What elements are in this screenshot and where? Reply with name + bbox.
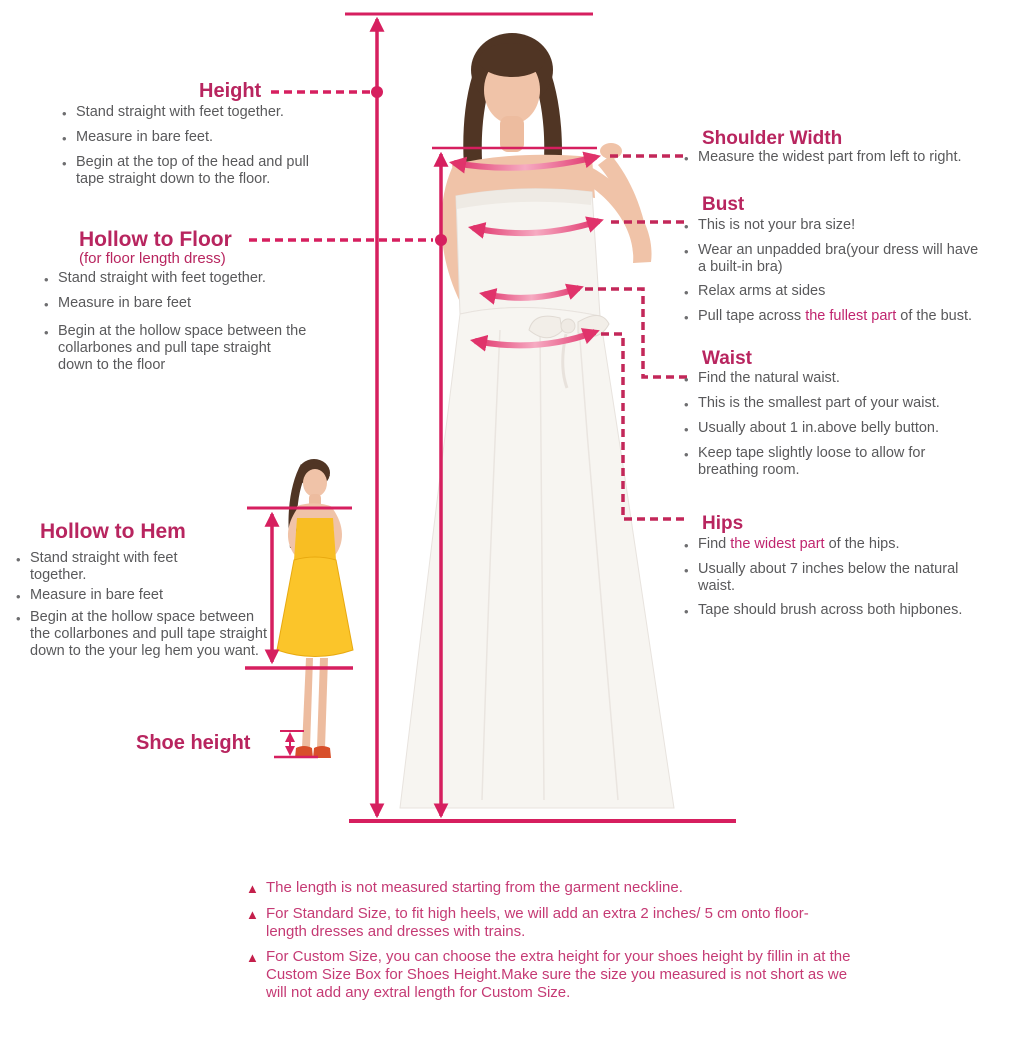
- bullet-icon: [684, 370, 698, 388]
- list-item: • Stand straight with feet together.: [16, 550, 276, 584]
- list-item: • Measure the widest part from left to right.: [684, 149, 1010, 167]
- hollow-to-hem-title: Hollow to Hem: [40, 520, 186, 543]
- list-item: • Pull tape across the fullest part of the bust.: [684, 308, 1010, 326]
- bullet-icon: [684, 420, 698, 438]
- hollow-to-hem-bullet-list: [16, 550, 276, 667]
- list-item: • Usually about 7 inches below the natural waist.: [684, 561, 1014, 595]
- bullet-icon: [684, 602, 698, 620]
- hollow-to-floor-subtitle: (for floor length dress): [79, 250, 226, 267]
- height-anchor-dot: [371, 86, 383, 98]
- hollow-anchor-dot: [435, 234, 447, 246]
- bullet-icon: [16, 550, 30, 568]
- list-item: • Stand straight with feet together.: [62, 104, 352, 122]
- triangle-marker-icon: [246, 879, 266, 898]
- list-item: • Wear an unpadded bra(your dress will have a built-in bra): [684, 242, 1010, 276]
- list-item: • Find the natural waist.: [684, 370, 1010, 388]
- height-title: Height: [199, 80, 262, 102]
- bullet-icon: [684, 395, 698, 413]
- bullet-icon: [684, 561, 698, 579]
- list-item: • This is the smallest part of your waist.: [684, 395, 1010, 413]
- waist-bullet-list: [684, 370, 1010, 486]
- list-item: • Measure in bare feet.: [62, 129, 352, 147]
- list-item: • Keep tape slightly loose to allow for breathing room.: [684, 445, 1010, 479]
- list-item: • Begin at the hollow space between the collarbones and pull tape straight down to the your leg hem you want.: [16, 609, 276, 660]
- bust-title: Bust: [702, 194, 745, 215]
- bullet-icon: [44, 295, 58, 313]
- hollow-to-floor-title: Hollow to Floor: [79, 228, 232, 251]
- list-item: • Tape should brush across both hipbones.: [684, 602, 1014, 620]
- list-item: • This is not your bra size!: [684, 217, 1010, 235]
- bullet-icon: [16, 609, 30, 627]
- bullet-icon: [684, 242, 698, 260]
- bullet-icon: [684, 283, 698, 301]
- triangle-marker-icon: [246, 905, 266, 924]
- bullet-icon: [684, 149, 698, 167]
- footnote-item: ▲ For Standard Size, to fit high heels, we will add an extra 2 inches/ 5 cm onto floor-length dresses and dresses with trains.: [246, 905, 858, 941]
- waist-title: Waist: [702, 348, 752, 369]
- hips-title: Hips: [702, 513, 744, 534]
- bullet-icon: [684, 536, 698, 554]
- list-item: • Measure in bare feet: [16, 587, 276, 605]
- bullet-icon: [62, 154, 76, 172]
- triangle-marker-icon: [246, 948, 266, 967]
- bullet-icon: [44, 270, 58, 288]
- footnote-item: ▲ For Custom Size, you can choose the extra height for your shoes height by fillin in at the Custom Size Box for Shoes Height.Make sure the size you measured is not short as we will not add any extral length for Custom Size.: [246, 948, 858, 1002]
- small-model-illustration: [277, 459, 353, 758]
- list-item: • Begin at the hollow space between the collarbones and pull tape straight down to the floor: [44, 323, 344, 374]
- list-item: • Begin at the top of the head and pull tape straight down to the floor.: [62, 154, 352, 188]
- bullet-icon: [62, 129, 76, 147]
- hollow-to-floor-bullet-list: [44, 270, 344, 381]
- shoe-height-title: Shoe height: [136, 732, 251, 754]
- hips-bullet-list: [684, 536, 1014, 627]
- bullet-icon: [684, 308, 698, 326]
- shoulder-width-title: Shoulder Width: [702, 128, 843, 149]
- bust-bullet-list: [684, 217, 1010, 333]
- list-item: • Find the widest part of the hips.: [684, 536, 1014, 554]
- bullet-icon: [684, 445, 698, 463]
- highlighted-phrase: the fullest part: [805, 308, 897, 324]
- list-item: • Relax arms at sides: [684, 283, 1010, 301]
- bullet-icon: [62, 104, 76, 122]
- bullet-icon: [44, 323, 58, 341]
- bullet-icon: [16, 587, 30, 605]
- bullet-icon: [684, 217, 698, 235]
- list-item: • Measure in bare feet: [44, 295, 344, 313]
- list-item: • Usually about 1 in.above belly button.: [684, 420, 1010, 438]
- height-bullet-list: [62, 104, 352, 195]
- shoulder-width-bullet-list: [684, 149, 1010, 174]
- list-item: • Stand straight with feet together.: [44, 270, 344, 288]
- footnotes-list: [246, 879, 858, 1009]
- footnote-item: ▲ The length is not measured starting from the garment neckline.: [246, 879, 858, 898]
- highlighted-phrase: the widest part: [730, 536, 825, 552]
